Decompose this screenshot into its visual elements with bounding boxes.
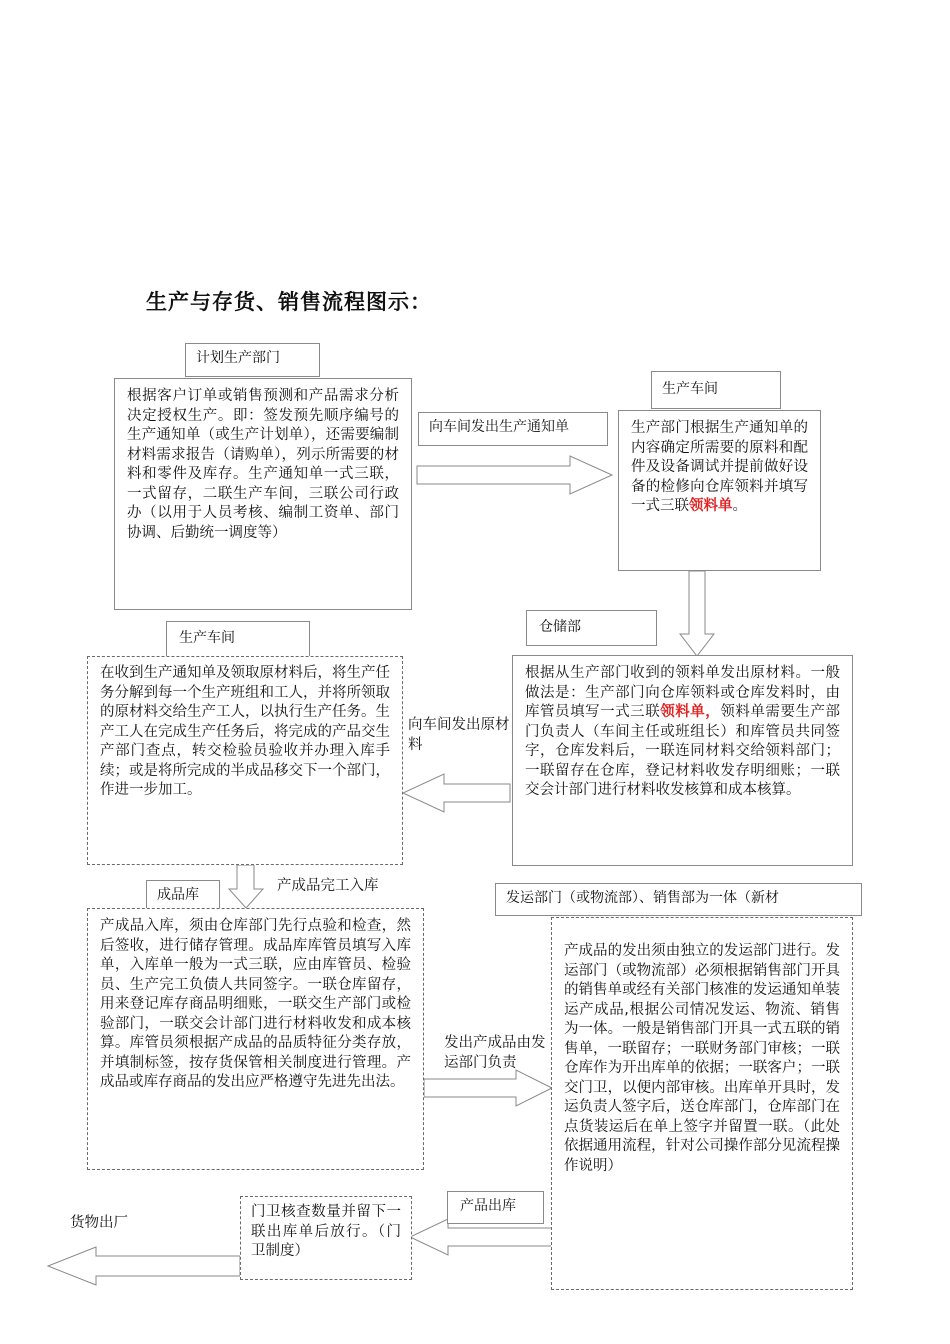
warehouse-text: 根据从生产部门收到的领料单发出原材料。一般做法是：生产部门向仓库领料或仓库发料时，由库管员填写一式三联 xyxy=(525,665,840,720)
arrow-warehouse-to-workshop xyxy=(403,774,510,812)
arrow-shipping-to-gate xyxy=(410,1219,552,1255)
box-workshop-mid: 在收到生产通知单及领取原材料后，将生产任务分解到每一个生产班组和工人，并将所领取的原材料交给生产工人，以执行生产任务。生产工人在完成生产任务后，将完成的产品交生产部门查点，转交检验员验收并办理入库手续；或是将所完成的半成品移交下一个部门，作进一步加工。 xyxy=(87,656,403,865)
box-warehouse xyxy=(512,655,853,866)
page-title: 生产与存货、销售流程图示： xyxy=(146,290,432,314)
arrow-workshop-to-warehouse xyxy=(680,571,714,656)
warehouse-text-end: 领料单需要生产部门负责人（车间主任或班组长）和库管员共同签字，仓库发料后，一联连同材料交给领料部门；一联留存在仓库，登记材料收发存明细账；一联交会计部门进行材料收发核算和成本核算。 xyxy=(525,704,841,798)
label-shipping-dept: 发运部门（或物流部）、销售部为一体（新材 xyxy=(495,883,862,916)
label-warehouse: 仓储部 xyxy=(526,610,657,646)
workshop-top-text-end: 。 xyxy=(732,498,747,514)
arrow-workshop-to-store xyxy=(229,865,263,908)
warehouse-red: 领料单， xyxy=(660,704,721,720)
box-gate: 门卫核查数量并留下一联出库单后放行。（门卫制度） xyxy=(240,1196,412,1280)
box-planning: 根据客户订单或销售预测和产品需求分析决定授权生产。即：签发预先顺序编号的生产通知单（或生产计划单），还需要编制材料需求报告（请购单），列示所需要的材料和零件及库存。生产通知单一式三联，一式留存，二联生产车间，三联公司行政办（以用于人员考核、编制工资单、部门协调、后勤统一调度等） xyxy=(114,378,412,610)
label-workshop-mid: 生产车间 xyxy=(166,621,310,657)
arrow-label-material: 向车间发出原材料 xyxy=(408,717,510,753)
arrow-label-notice: 向车间发出生产通知单 xyxy=(418,412,608,446)
requisition-form-red: 领料单 xyxy=(689,498,733,514)
arrow-goods-out xyxy=(48,1247,240,1285)
arrow-label-goods-out: 货物出厂 xyxy=(70,1215,128,1231)
arrow-planning-to-workshop xyxy=(417,456,612,494)
box-finished-store: 产成品入库，须由仓库部门先行点验和检查，然后签收，进行储存管理。成品库库管员填写入库单，入库单一般为一式三联，应由库管员、检验员、生产完工负债人共同签字。一联仓库留存，用来登记库存商品明细账，一联交生产部门或检验部门，一联交会计部门进行材料收发和成本核算。库管员须根据产成品的品质特征分类存放，并填制标签，按存货保管相关制度进行管理。产成品或库存商品的发出应严格遵守先进先出法。 xyxy=(87,908,424,1170)
workshop-top-text: 生产部门根据生产通知单的内容确定所需要的原料和配件及设备调试并提前做好设备的检修向仓库领料并填写一式三联 xyxy=(631,420,808,514)
label-finished-store: 成品库 xyxy=(146,880,220,914)
box-shipping: 产成品的发出须由独立的发运部门进行。发运部门（或物流部）必须根据销售部门开具的销售单或经有关部门核准的发运通知单装运产成品,根据公司情况发运、物流、销售为一体。一般是销售部门开具一式五联的销售单，一联留存；一联财务部门审核；一联仓库作为开出库单的依据；一联客户；一联交门卫，以便内部审核。出库单开具时，发运负责人签字后，送仓库部门，仓库部门在点货装运后在单上签字并留置一联。（此处依据通用流程，针对公司操作部分见流程操作说明） xyxy=(551,917,853,1290)
arrow-label-ship-out: 发出产成品由发运部门负责 xyxy=(444,1035,546,1071)
label-workshop-top: 生产车间 xyxy=(651,371,781,409)
box-workshop-top xyxy=(618,410,821,571)
label-product-out: 产品出库 xyxy=(447,1191,544,1224)
arrow-label-finished-in: 产成品完工入库 xyxy=(277,878,379,894)
arrow-store-to-shipping xyxy=(424,1070,552,1106)
label-planning-dept: 计划生产部门 xyxy=(185,343,320,377)
